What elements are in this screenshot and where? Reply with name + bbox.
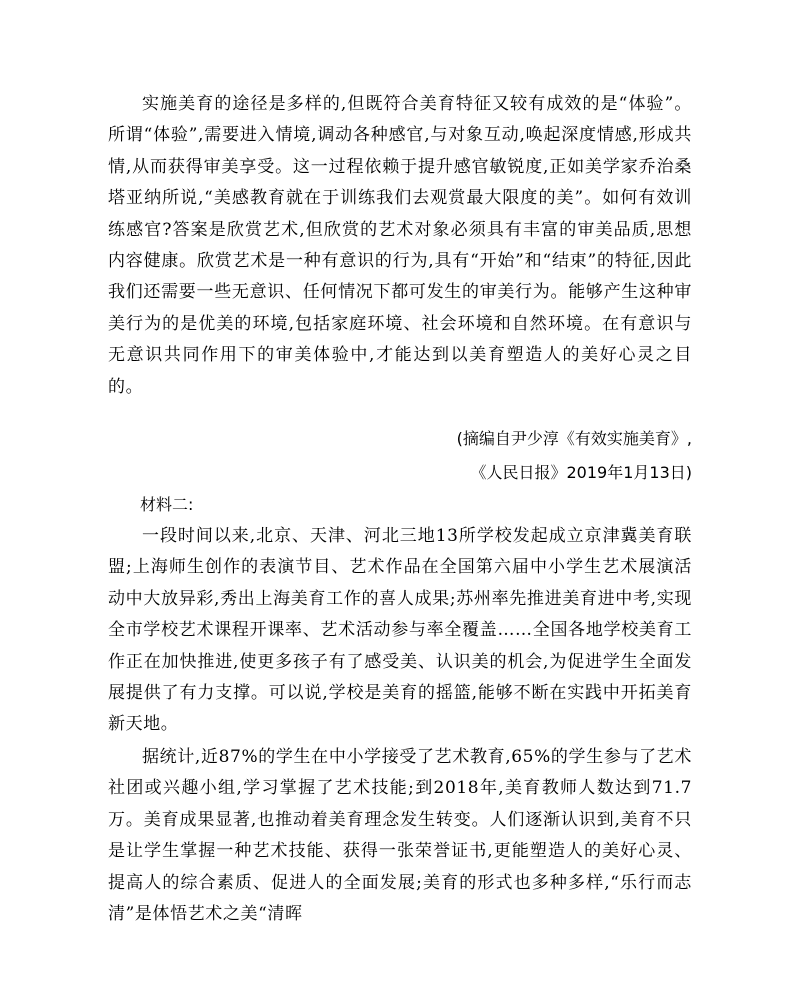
source-citation-line1: (摘编自尹少淳《有效实施美育》, xyxy=(456,429,692,448)
material1-paragraph: 实施美育的途径是多样的,但既符合美育特征又较有成效的是“体验”。所谓“体验”,需要进入情境,调动各种感官,与对象互动,唤起深度情感,形成共情,从而获得审美享受。这一过程依赖于提升感官敏锐度,正如美学家乔治桑塔亚纳所说,“美感教育就在于训练我们去观赏最大限度的美”。如何有效训练感官?答案是欣赏艺术,但欣赏的艺术对象必须具有丰富的审美品质,思想内容健康。欣赏艺术是一种有意识的行为,具有“开始”和“结束”的特征,因此我们还需要一些无意识、任何情况下都可发生的审美行为。能够产生这种审美行为的是优美的环境,包括家庭环境、社会环境和自然环境。在有意识与无意识共同作用下的审美体验中,才能达到以美育塑造人的美好心灵之目的。 xyxy=(108,94,692,397)
material2-paragraph2: 据统计,近87%的学生在中小学接受了艺术教育,65%的学生参与了艺术社团或兴趣小组,学习掌握了艺术技能;到2018年,美育教师人数达到71.7万。美育成果显著,也推动着美育理念发生转变。人们逐渐认识到,美育不只是让学生掌握一种艺术技能、获得一张荣誉证书,更能塑造人的美好心灵、提高人的综合素质、促进人的全面发展;美育的形式也多种多样,“乐行而志清”是体悟艺术之美“清晖 xyxy=(108,747,692,925)
material2-title: 材料二: xyxy=(140,495,194,514)
material2-paragraph1: 一段时间以来,北京、天津、河北三地13所学校发起成立京津冀美育联盟;上海师生创作的表演节目、艺术作品在全国第六届中小学生艺术展演活动中大放异彩,秀出上海美育工作的喜人成果;苏州率先推进美育进中考,实现全市学校艺术课程开课率、艺术活动参与率全覆盖……全国各地学校美育工作正在加快推进,使更多孩子有了感受美、认识美的机会,为促进学生全面发展提供了有力支撑。可以说,学校是美育的摇篮,能够不断在实践中开拓美育新天地。 xyxy=(108,526,692,735)
source-citation-line2: 《人民日报》2019年1月13日) xyxy=(470,463,692,482)
